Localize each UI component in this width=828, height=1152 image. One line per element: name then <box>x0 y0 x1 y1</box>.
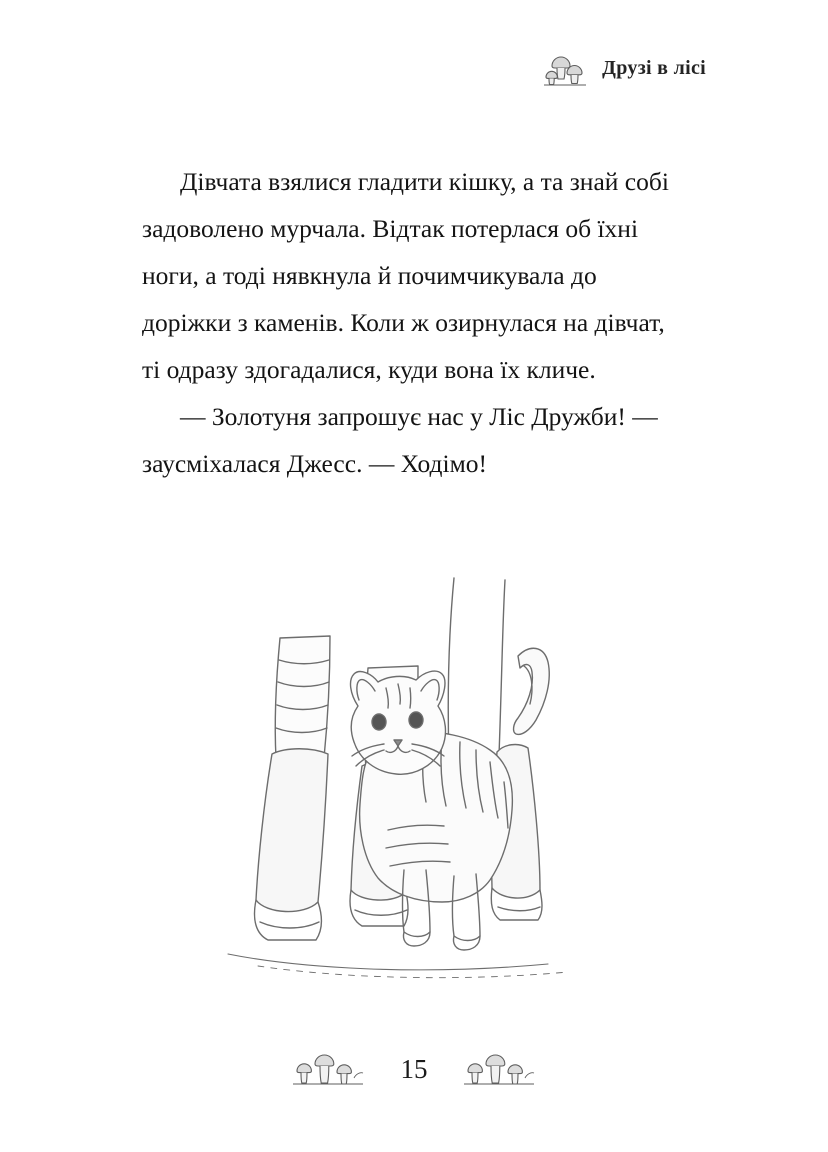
page-number: 15 <box>400 1053 428 1084</box>
paragraph: — Золотуня запрошує нас у Ліс Дружби! — заусміхалася Джесс. — Ходімо! <box>142 402 658 478</box>
running-head-title: Друзі в лісі <box>602 56 706 79</box>
page-footer <box>0 1048 828 1090</box>
paragraph: Дівчата взялися гладити кішку, а та знай собі задоволено мурчала. Відтак потерлася об їхні ноги, а тоді нявкнула й почимчикувала до доріжки з каменів. Коли ж озирнулася на дівчат, ті одразу здогадалися, куди вона їх кличе. <box>142 167 669 384</box>
mushroom-cluster-icon <box>542 48 588 88</box>
running-head <box>542 48 706 88</box>
mushroom-cluster-icon <box>462 1048 538 1090</box>
body-text <box>142 158 688 487</box>
mushroom-cluster-icon <box>291 1048 367 1090</box>
cat-and-legs-illustration <box>218 570 618 1000</box>
